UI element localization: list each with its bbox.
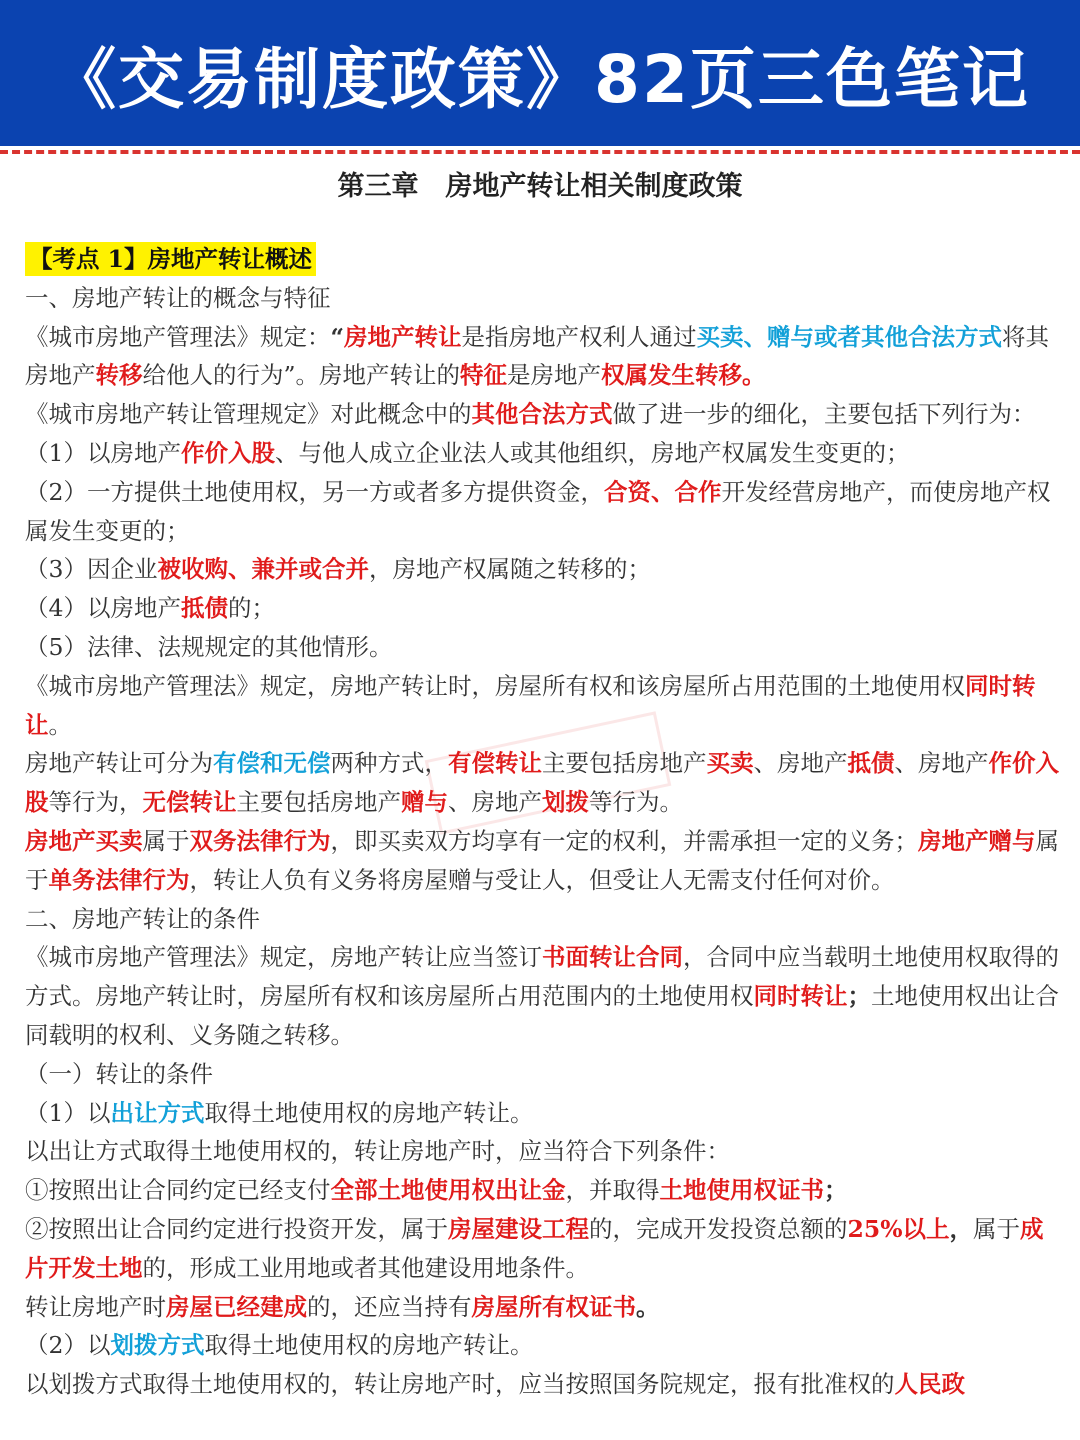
paragraph bbox=[25, 1365, 1060, 1404]
text-segment: 的，形成工业用地或者其他建设用地条件。 bbox=[142, 1253, 589, 1282]
highlight-red: 双务法律行为 bbox=[189, 826, 331, 855]
text-segment: 土地使用权出让合同载明的权利、义务随之转移。 bbox=[25, 982, 1059, 1049]
highlight-red: 房地产买卖 bbox=[25, 826, 143, 855]
highlight-red: 房屋建设工程 bbox=[448, 1214, 589, 1243]
text-segment: 做了进一步的细化，主要包括下列行为： bbox=[612, 400, 1036, 429]
paragraph bbox=[25, 1171, 1060, 1210]
text-segment: 以划拨方式取得土地使用权的，转让房地产时，应当按照国务院规定，报有批准权的 bbox=[25, 1370, 895, 1399]
text-segment: 的，完成开发投资总额的 bbox=[589, 1214, 848, 1243]
highlight-blue: 买卖、赠与或者其他合法方式 bbox=[696, 322, 1003, 351]
text-segment: 转让房地产时 bbox=[25, 1292, 166, 1321]
text-segment: ②按照出让合同约定进行投资开发，属于 bbox=[25, 1214, 448, 1243]
text-segment: 主要包括房地产 bbox=[542, 749, 707, 778]
highlight-red: 抵债 bbox=[180, 594, 228, 623]
paragraph bbox=[25, 628, 1060, 667]
highlight-red: 作价入股 bbox=[25, 749, 1059, 817]
title-banner bbox=[0, 0, 1080, 146]
text-segment: 的，还应当持有 bbox=[307, 1292, 472, 1321]
highlight-blue: 出让方式 bbox=[110, 1098, 205, 1127]
text-segment: 是房地产 bbox=[507, 361, 602, 390]
paragraph bbox=[25, 279, 1060, 318]
paragraph bbox=[25, 550, 1060, 589]
text-segment: 以出让方式取得土地使用权的，转让房地产时，应当符合下列条件： bbox=[25, 1137, 730, 1166]
highlight-red: 划拨 bbox=[542, 788, 589, 817]
text-segment: 一、房地产转让的概念与特征 bbox=[25, 283, 331, 312]
text-segment: ； bbox=[847, 982, 871, 1011]
highlight-red: 房地产赠与 bbox=[918, 826, 1036, 855]
highlight-red: 土地使用权证书 bbox=[659, 1176, 824, 1205]
text-segment: ， bbox=[949, 1214, 974, 1243]
text-segment: 的； bbox=[227, 594, 275, 623]
paragraph bbox=[25, 1326, 1060, 1365]
highlight-red: 书面转让合同 bbox=[542, 943, 683, 972]
highlight-red: 同时转让 bbox=[753, 982, 848, 1011]
text-segment: 《城市房地产管理法》规定，房地产转让时，房屋所有权和该房屋所占用范围的土地使用权 bbox=[25, 671, 965, 700]
paragraph bbox=[25, 589, 1060, 628]
highlight-red: 同时转让 bbox=[25, 671, 1036, 739]
text-segment: 属于 bbox=[973, 1214, 1021, 1243]
text-segment: （3）因企业 bbox=[25, 555, 158, 584]
highlight-red: 其他合法方式 bbox=[471, 400, 613, 429]
text-segment: 主要包括房地产 bbox=[236, 788, 401, 817]
text-segment: ，转让人负有义务将房屋赠与受让人，但受让人无需支付任何对价。 bbox=[189, 865, 895, 894]
text-segment: 将其房地产 bbox=[25, 322, 1050, 390]
kaodian-heading: 【考点 1】房地产转让概述 bbox=[25, 242, 316, 276]
highlight-red: 合资、合作 bbox=[603, 477, 722, 506]
highlight-red: 房屋所有权证书 bbox=[471, 1292, 636, 1321]
text-segment: 开发经营房地产，而使房地产权属发生变更的； bbox=[25, 477, 1051, 545]
paragraph bbox=[25, 434, 1060, 473]
paragraph bbox=[25, 473, 1060, 551]
highlight-red: 抵债 bbox=[847, 749, 895, 778]
paragraph bbox=[25, 1288, 1060, 1327]
text-segment: ，并取得 bbox=[565, 1176, 660, 1205]
paragraph bbox=[25, 1094, 1060, 1133]
highlight-red: 单务法律行为 bbox=[48, 865, 190, 894]
highlight-red: 被收购、兼并或合并 bbox=[157, 555, 369, 584]
text-segment: （1）以房地产 bbox=[25, 438, 181, 467]
text-segment: ； bbox=[824, 1176, 848, 1205]
highlight-red: 房屋已经建成 bbox=[166, 1292, 307, 1321]
text-segment: 属于 bbox=[142, 826, 190, 855]
highlight-red: 人民政 bbox=[894, 1370, 965, 1399]
text-segment: 二、房地产转让的条件 bbox=[25, 904, 260, 933]
highlight-red: 有偿转让 bbox=[448, 749, 542, 778]
text-segment: 属于 bbox=[25, 826, 1059, 894]
text-segment: 。 bbox=[48, 710, 72, 739]
highlight-red: 买卖 bbox=[706, 749, 754, 778]
text-segment: （一）转让的条件 bbox=[25, 1059, 213, 1088]
text-segment: 是指房地产权利人通过 bbox=[461, 322, 697, 351]
text-segment: 《城市房地产转让管理规定》对此概念中的 bbox=[25, 400, 472, 429]
highlight-red: 无偿转让 bbox=[142, 788, 237, 817]
highlight-red: 成片开发土地 bbox=[25, 1214, 1044, 1282]
highlight-red: 转移 bbox=[95, 361, 143, 390]
text-segment: 。 bbox=[636, 1292, 660, 1321]
text-segment: ①按照出让合同约定已经支付 bbox=[25, 1176, 331, 1205]
paragraph bbox=[25, 1132, 1060, 1171]
highlight-red: 房地产转让 bbox=[344, 322, 462, 351]
paragraph bbox=[25, 395, 1060, 434]
text-segment: ，房地产权属随之转移的； bbox=[368, 555, 651, 584]
text-segment: 给他人的行为”。房地产转让的 bbox=[142, 361, 461, 390]
text-segment: 《城市房地产管理法》规定，房地产转让应当签订 bbox=[25, 943, 542, 972]
text-segment: （5）法律、法规规定的其他情形。 bbox=[25, 632, 393, 661]
highlight-red: 赠与 bbox=[401, 788, 448, 817]
highlight-red: 作价入股 bbox=[180, 438, 275, 467]
text-segment: （4）以房地产 bbox=[25, 594, 181, 623]
text-segment: 两种方式， bbox=[330, 749, 448, 778]
text-segment: （2）一方提供土地使用权，另一方或者多方提供资金， bbox=[25, 477, 604, 506]
text-segment: 、与他人成立企业法人或其他组织，房地产权属发生变更的； bbox=[274, 438, 910, 467]
paragraph bbox=[25, 667, 1060, 745]
text-segment: 取得土地使用权的房地产转让。 bbox=[204, 1098, 534, 1127]
text-segment: 、房地产 bbox=[753, 749, 848, 778]
highlight-red: 权属发生转移。 bbox=[601, 361, 766, 390]
highlight-red: 25%以上 bbox=[847, 1214, 950, 1243]
highlight-blue: 划拨方式 bbox=[110, 1331, 205, 1360]
paragraph bbox=[25, 900, 1060, 939]
highlight-red: 特征 bbox=[460, 361, 508, 390]
text-segment: ，合同中应当载明土地使用权取得的方式。房地产转让时，房屋所有权和该房屋所占用范围内的土地使用权 bbox=[25, 943, 1059, 1011]
text-segment: 、房地产 bbox=[448, 788, 542, 817]
paragraph bbox=[25, 822, 1060, 900]
paragraph bbox=[25, 1210, 1060, 1288]
paragraph bbox=[25, 1055, 1060, 1094]
text-segment: 取得土地使用权的房地产转让。 bbox=[204, 1331, 534, 1360]
paragraph bbox=[25, 240, 1060, 279]
highlight-red: 全部土地使用权出让金 bbox=[330, 1176, 566, 1205]
paragraph bbox=[25, 744, 1060, 822]
text-segment: ，即买卖双方均享有一定的权利，并需承担一定的义务； bbox=[330, 826, 918, 855]
paragraph bbox=[25, 318, 1060, 396]
text-segment: 《城市房地产管理法》规定： bbox=[25, 322, 331, 351]
text-segment: 房地产转让可分为 bbox=[25, 749, 213, 778]
text-segment: （2）以 bbox=[25, 1331, 111, 1360]
text-segment: 等行为， bbox=[48, 788, 143, 817]
chapter-title: 第三章 房地产转让相关制度政策 bbox=[337, 171, 743, 202]
notes-body bbox=[25, 240, 1060, 1404]
text-segment: 、房地产 bbox=[894, 749, 989, 778]
dashed-divider bbox=[0, 150, 1080, 154]
paragraph bbox=[25, 938, 1060, 1054]
text-segment: 等行为。 bbox=[589, 788, 683, 817]
highlight-blue: 有偿和无偿 bbox=[213, 749, 331, 778]
text-segment: （1）以 bbox=[25, 1098, 111, 1127]
page-title: 《交易制度政策》82页三色笔记 bbox=[50, 40, 1030, 118]
text-segment: “ bbox=[330, 322, 345, 351]
